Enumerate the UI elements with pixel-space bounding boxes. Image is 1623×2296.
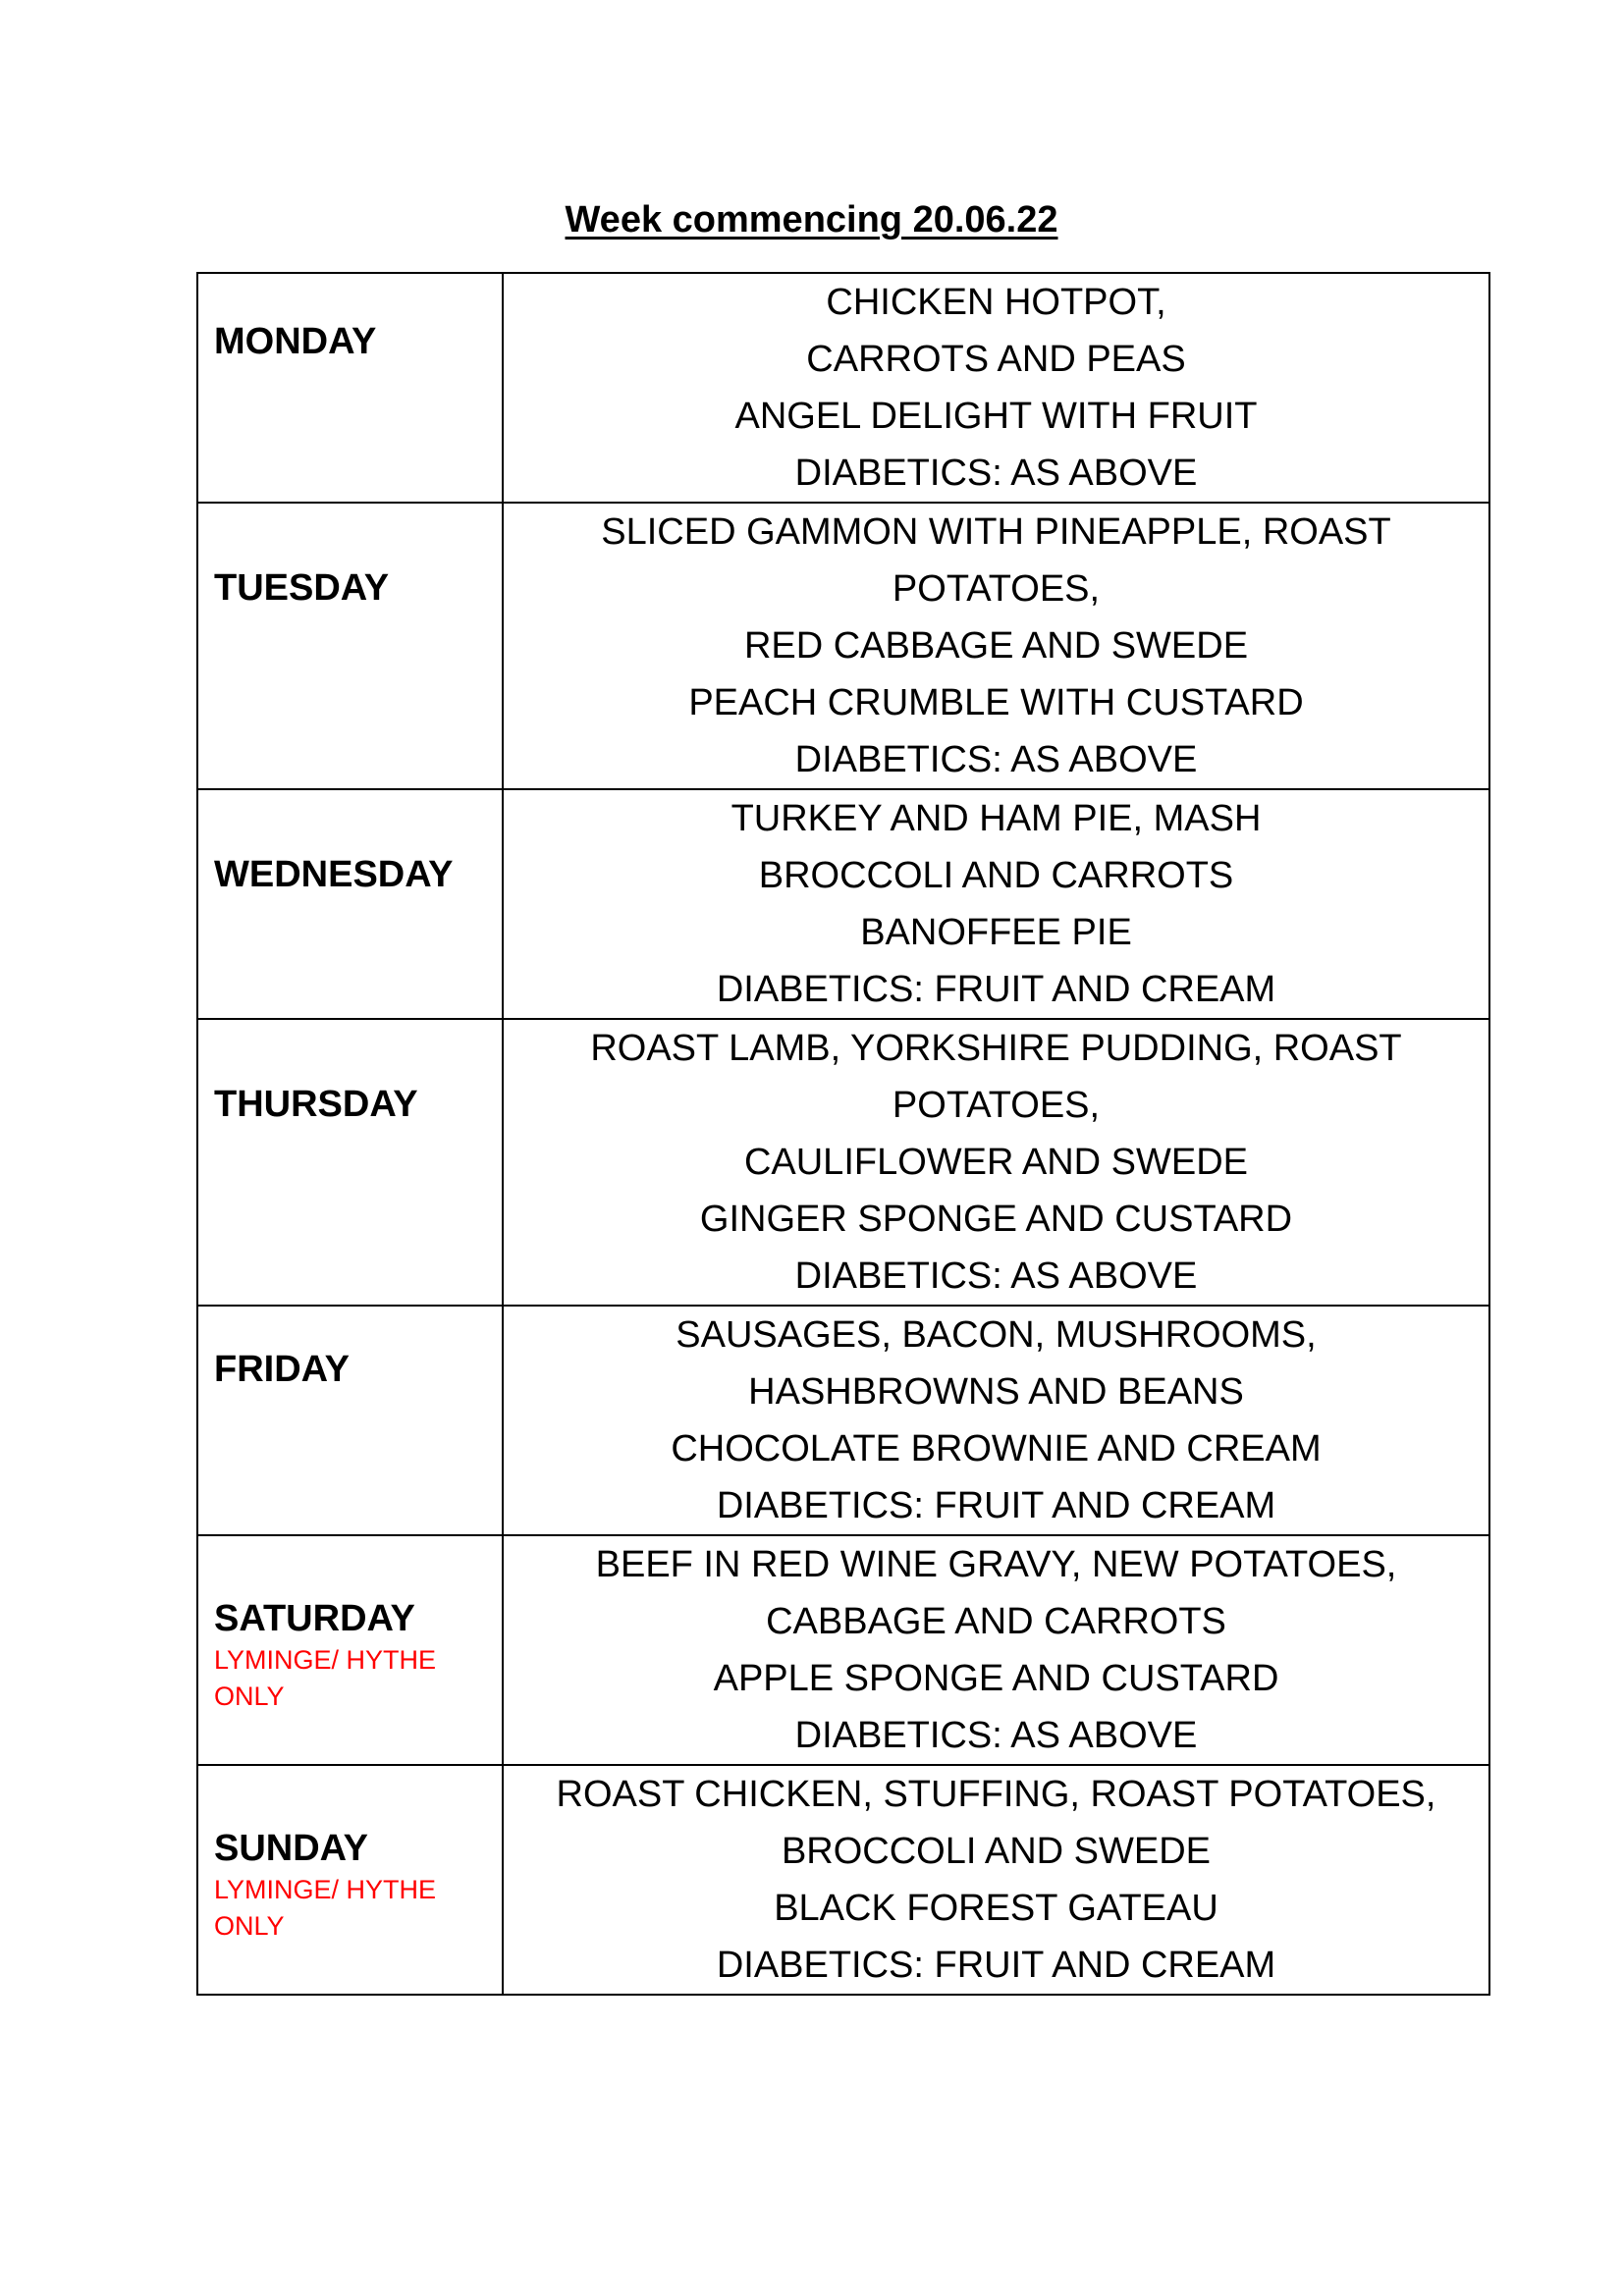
day-cell-sunday	[197, 1765, 503, 1995]
meal-cell-wednesday	[503, 789, 1489, 1019]
meal-line: BANOFFEE PIE	[860, 912, 1132, 953]
meal-cell-sunday	[503, 1765, 1489, 1995]
day-name: SATURDAY	[214, 1598, 415, 1639]
day-name: THURSDAY	[214, 1084, 418, 1125]
meal-line: HASHBROWNS AND BEANS	[748, 1371, 1244, 1413]
day-cell-wednesday	[197, 789, 503, 1019]
table-row-friday	[197, 1306, 1489, 1535]
meal-line: SAUSAGES, BACON, MUSHROOMS,	[676, 1314, 1317, 1356]
weekly-menu-table	[196, 272, 1490, 1996]
meal-line: ANGEL DELIGHT WITH FRUIT	[734, 396, 1258, 437]
day-cell-tuesday	[197, 503, 503, 789]
meal-line: CAULIFLOWER AND SWEDE	[743, 1142, 1249, 1183]
meal-line: SLICED GAMMON WITH PINEAPPLE, ROAST	[601, 511, 1391, 553]
meal-line: CARROTS AND PEAS	[806, 339, 1186, 380]
day-name: FRIDAY	[214, 1349, 350, 1390]
meal-line: DIABETICS: AS ABOVE	[794, 739, 1198, 780]
meal-line: DIABETICS: FRUIT AND CREAM	[716, 1485, 1276, 1526]
delivery-area-note: LYMINGE/ HYTHE ONLY	[214, 1645, 437, 1711]
meal-line: BLACK FOREST GATEAU	[774, 1888, 1218, 1929]
meal-line: DIABETICS: FRUIT AND CREAM	[716, 1945, 1276, 1986]
meal-line: DIABETICS: AS ABOVE	[794, 453, 1198, 494]
day-cell-friday	[197, 1306, 503, 1535]
meal-cell-tuesday	[503, 503, 1489, 789]
meal-line: RED CABBAGE AND SWEDE	[743, 625, 1249, 667]
day-cell-thursday	[197, 1019, 503, 1306]
day-cell-saturday	[197, 1535, 503, 1765]
meal-line: ROAST CHICKEN, STUFFING, ROAST POTATOES,	[556, 1774, 1436, 1815]
meal-line: CHOCOLATE BROWNIE AND CREAM	[671, 1428, 1322, 1469]
meal-cell-friday	[503, 1306, 1489, 1535]
meal-line: POTATOES,	[892, 568, 1101, 610]
meal-line: TURKEY AND HAM PIE, MASH	[730, 798, 1262, 839]
meal-line: BEEF IN RED WINE GRAVY, NEW POTATOES,	[595, 1544, 1397, 1585]
delivery-area-note: LYMINGE/ HYTHE ONLY	[214, 1875, 437, 1941]
meal-cell-thursday	[503, 1019, 1489, 1306]
day-name: TUESDAY	[214, 567, 390, 609]
meal-line: APPLE SPONGE AND CUSTARD	[713, 1658, 1279, 1699]
day-cell-monday	[197, 273, 503, 503]
meal-line: BROCCOLI AND CARROTS	[758, 855, 1234, 896]
day-name: WEDNESDAY	[214, 854, 454, 895]
meal-line: DIABETICS: AS ABOVE	[794, 1715, 1198, 1756]
meal-cell-monday	[503, 273, 1489, 503]
meal-line: CHICKEN HOTPOT,	[826, 282, 1166, 323]
table-row-sunday	[197, 1765, 1489, 1995]
meal-line: PEACH CRUMBLE WITH CUSTARD	[688, 682, 1304, 723]
day-name: SUNDAY	[214, 1828, 368, 1869]
meal-line: GINGER SPONGE AND CUSTARD	[699, 1199, 1293, 1240]
table-row-tuesday	[197, 503, 1489, 789]
meal-line: ROAST LAMB, YORKSHIRE PUDDING, ROAST	[590, 1028, 1402, 1069]
table-row-thursday	[197, 1019, 1489, 1306]
page-title: Week commencing 20.06.22	[565, 199, 1058, 240]
table-row-monday	[197, 273, 1489, 503]
meal-line: BROCCOLI AND SWEDE	[781, 1831, 1212, 1872]
meal-line: DIABETICS: FRUIT AND CREAM	[716, 969, 1276, 1010]
day-name: MONDAY	[214, 321, 377, 362]
meal-line: POTATOES,	[892, 1085, 1101, 1126]
meal-line: DIABETICS: AS ABOVE	[794, 1255, 1198, 1297]
meal-line: CABBAGE AND CARROTS	[766, 1601, 1226, 1642]
meal-cell-saturday	[503, 1535, 1489, 1765]
table-row-wednesday	[197, 789, 1489, 1019]
table-row-saturday	[197, 1535, 1489, 1765]
